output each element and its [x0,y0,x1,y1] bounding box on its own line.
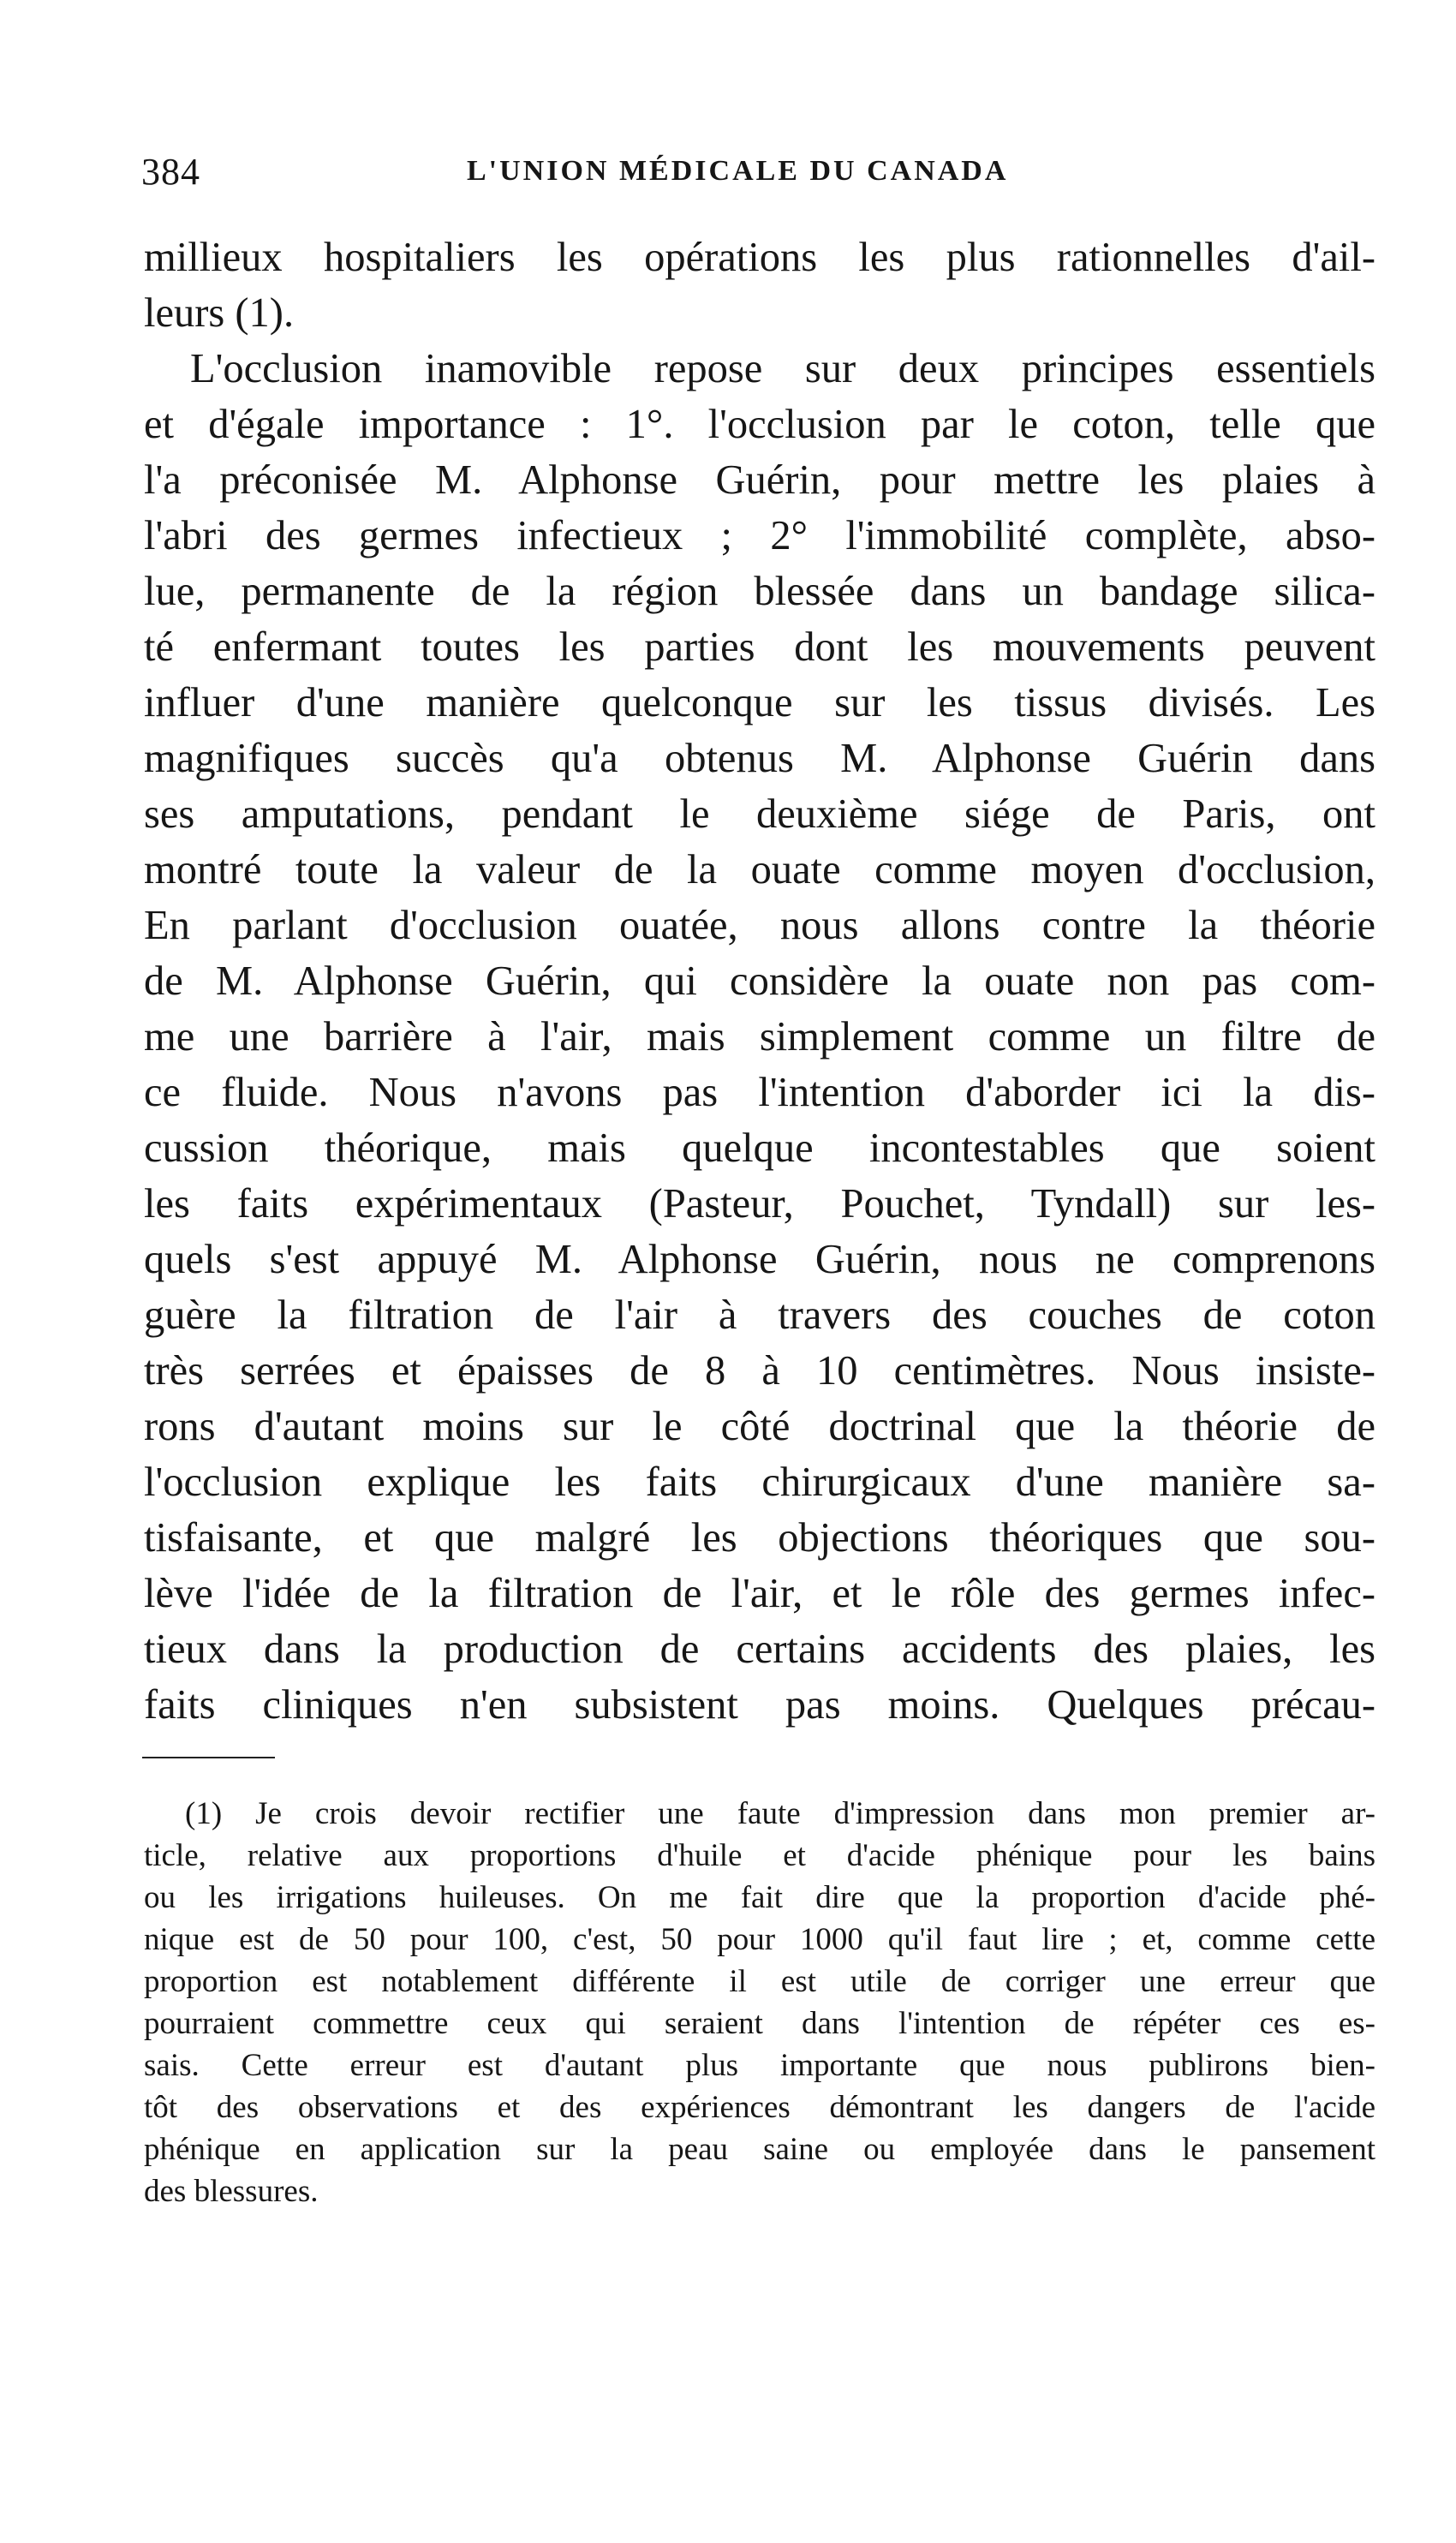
body-line: rons d'autant moins sur le côté doctrinal que la théorie de [144,1404,1375,1449]
body-line: En parlant d'occlusion ouatée, nous allons contre la théorie [144,903,1375,948]
footnote-line: pourraient commettre ceux qui seraient dans l'intention de répéter ces es- [144,2006,1375,2041]
footnote-line: des blessures. [144,2174,319,2209]
body-line: les faits expérimentaux (Pasteur, Pouchet, Tyndall) sur les- [144,1181,1375,1227]
body-line: tieux dans la production de certains accidents des plaies, les [144,1627,1375,1672]
body-line: l'occlusion explique les faits chirurgicaux d'une manière sa- [144,1460,1375,1505]
page-number: 384 [141,151,200,193]
body-line: faits cliniques n'en subsistent pas moins. Quelques précau- [144,1682,1375,1728]
footnote-line: ticle, relative aux proportions d'huile et d'acide phénique pour les bains [144,1838,1375,1873]
body-line: leurs (1). [144,290,295,336]
body-line: influer d'une manière quelconque sur les tissus divisés. Les [144,680,1375,725]
footnote-line: (1) Je crois devoir rectifier une faute d'impression dans mon premier ar- [185,1796,1375,1831]
body-line: guère la filtration de l'air à travers des couches de coton [144,1292,1375,1338]
body-line: cussion théorique, mais quelque incontestables que soient [144,1125,1375,1171]
footnote-line: phénique en application sur la peau saine ou employée dans le pansement [144,2132,1375,2167]
footnote [144,1793,1375,2212]
journal-title: L'UNION MÉDICALE DU CANADA [467,155,1009,187]
footnote-line: proportion est notablement différente il est utile de corriger une erreur que [144,1964,1375,1999]
body-line: magnifiques succès qu'a obtenus M. Alphonse Guérin dans [144,736,1375,781]
footnote-line: ou les irrigations huileuses. On me fait dire que la proportion d'acide phé- [144,1880,1375,1915]
body-line: lève l'idée de la filtration de l'air, et le rôle des germes infec- [144,1571,1375,1616]
body-line: montré toute la valeur de la ouate comme moyen d'occlusion, [144,847,1375,892]
running-head [141,150,1375,201]
footnote-line: nique est de 50 pour 100, c'est, 50 pour 1000 qu'il faut lire ; et, comme cette [144,1922,1375,1957]
body-line: très serrées et épaisses de 8 à 10 centimètres. Nous insiste- [144,1348,1375,1394]
body-line: lue, permanente de la région blessée dans un bandage silica- [144,569,1375,614]
body-line: quels s'est appuyé M. Alphonse Guérin, nous ne comprenons [144,1237,1375,1282]
body-line: l'abri des germes infectieux ; 2° l'immobilité complète, abso- [144,513,1375,558]
body-line: et d'égale importance : 1°. l'occlusion par le coton, telle que [144,402,1375,447]
body-line: millieux hospitaliers les opérations les plus rationnelles d'ail- [144,235,1375,280]
footnote-line: sais. Cette erreur est d'autant plus importante que nous publirons bien- [144,2048,1375,2083]
body-line: L'occlusion inamovible repose sur deux principes essentiels [190,346,1375,391]
body-line: ce fluide. Nous n'avons pas l'intention d'aborder ici la dis- [144,1070,1375,1115]
body-line: me une barrière à l'air, mais simplement comme un filtre de [144,1014,1375,1060]
body-line: de M. Alphonse Guérin, qui considère la ouate non pas com- [144,958,1375,1004]
body-line: tisfaisante, et que malgré les objections théoriques que sou- [144,1515,1375,1561]
body-line: ses amputations, pendant le deuxième siége de Paris, ont [144,791,1375,837]
body-line: l'a préconisée M. Alphonse Guérin, pour mettre les plaies à [144,457,1375,503]
footnote-rule [142,1757,275,1758]
footnote-line: tôt des observations et des expériences démontrant les dangers de l'acide [144,2090,1375,2125]
body-line: té enfermant toutes les parties dont les mouvements peuvent [144,624,1375,670]
body-text [144,230,1375,1733]
